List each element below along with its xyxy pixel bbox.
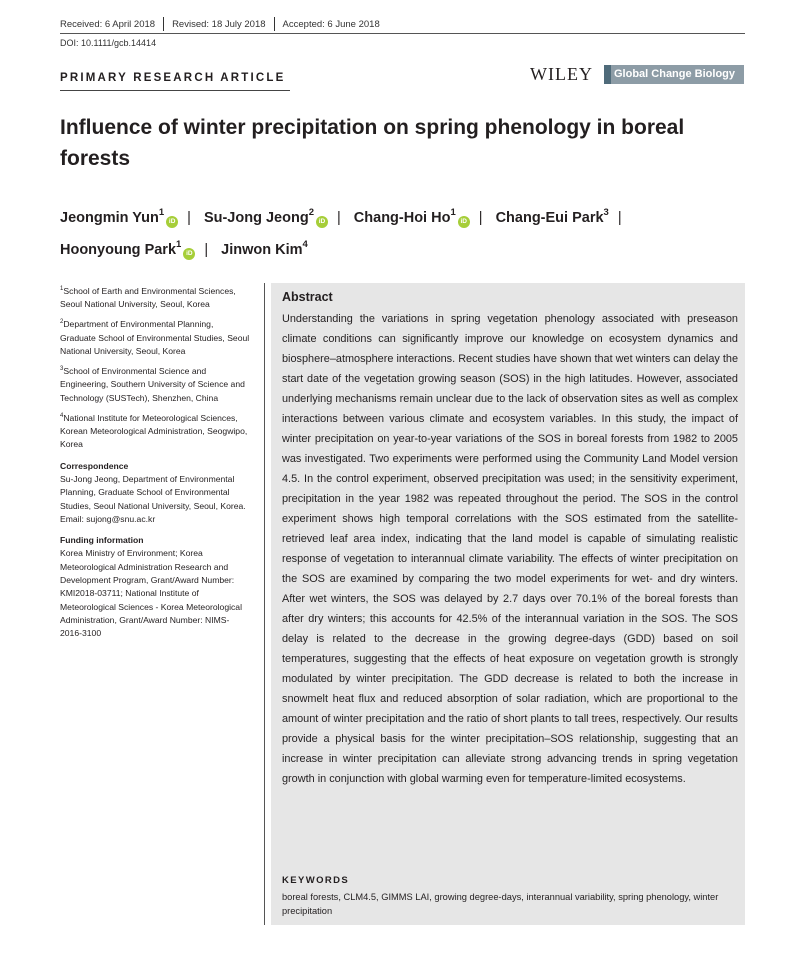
revised-date: Revised: 18 July 2018 (172, 18, 266, 30)
author-separator: | (336, 209, 341, 226)
author-name: Hoonyoung Park (60, 241, 177, 258)
author-separator: | (617, 209, 622, 226)
affiliation (60, 410, 250, 452)
affiliation-text: School of Environmental Science and Engineering, Southern University of Science and Technology (SUSTech), Shenzhen, China (60, 366, 245, 403)
author-separator: | (478, 209, 483, 226)
affiliation-text: National Institute for Meteorological Sciences, Korean Meteorological Administration, Seogwipo, Korea (60, 412, 248, 450)
affiliation-number: 2 (60, 319, 64, 326)
divider (163, 17, 164, 31)
affiliation-text: Department of Environmental Planning, Graduate School of Environmental Studies, Seoul National University, Seoul, Korea (60, 319, 250, 356)
author-name: Su-Jong Jeong (203, 209, 309, 226)
publisher-logo[interactable]: WILEY (530, 64, 593, 84)
author-name: Jinwon Kim (221, 241, 303, 258)
article-sidebar (60, 283, 250, 641)
orcid-icon[interactable]: iD (316, 216, 328, 228)
author-affiliation-number: 3 (603, 207, 609, 218)
author-affiliation-number: 1 (158, 207, 165, 218)
abstract-heading: Abstract (282, 290, 333, 304)
article-title: Influence of winter precipitation on spring phenology in boreal forests (60, 116, 685, 170)
author[interactable] (495, 207, 609, 226)
journal-badge-mark (604, 65, 611, 84)
affiliation (60, 283, 250, 311)
author-separator: | (204, 241, 209, 258)
affiliation-number: 4 (60, 412, 64, 419)
orcid-icon[interactable]: iD (166, 216, 178, 228)
correspondence-email[interactable]: Email: sujong@snu.ac.kr (60, 513, 156, 524)
author-affiliation-number: 1 (450, 207, 456, 218)
author-name: Chang-Eui Park (495, 209, 604, 226)
author[interactable] (203, 207, 328, 226)
doi[interactable]: DOI: 10.1111/gcb.14414 (60, 38, 157, 48)
received-date: Received: 6 April 2018 (60, 18, 156, 30)
correspondence-text: Su-Jong Jeong, Department of Environmental Planning, Graduate School of Environmental Studies, Seoul National University, Seoul, Korea. (60, 474, 246, 511)
affiliations (60, 283, 250, 452)
author-separator: | (187, 209, 191, 226)
author-list (60, 200, 750, 264)
author-affiliation-number: 2 (308, 207, 314, 218)
abstract-text: Understanding the variations in spring vegetation phenology associated with preseason climate conditions can significantly improve our knowledge on ecosystem dynamics and biosphere–atmosphere interactions. Recent studies have shown that wet winters can delay the start date of the vegetation growing season (SOS) in the high latitudes. However, associated underlying mechanisms remain unclear due to the lack of observation sites as well as complex interactions between various climate and ecosystem variables. In this study, the impact of winter precipitation on year-to-year variations of the SOS in boreal forests from 1982 to 2005 was investigated. Two experiments were performed using the Community Land Model version 4.5. In the control experiment, observed precipitation was used; in the sensitivity experiment, precipitation in the year 1982 was repeated throughout the period. The SOS in the control experiment shows high temporal correlations with the SOS estimated from the satellite-retrieved leaf area index, indicating that the land model is capable of simulating realistic response of vegetation to interannual climate variability. The effects of winter precipitation on the SOS are examined by comparing the two model experiments for wet- and dry winters. After wet winters, the SOS was delayed by 2.7 days over 70.1% of the boreal forests than after dry winters; this accounts for 42.5% of the interannual variation in the SOS. The SOS delay is related to the decrease in the growing degree-days (GDD) based on soil temperatures, suggesting that the effects of heat exposure on vegetation growth is strongly modulated by winter precipitation. The GDD decrease is related to both the increase in snowmelt heat flux and reduced absorption of solar radiation, which are proportional to the amount of winter precipitation and the ratio of short plants to tall trees, respectively. Our results provide a physical basis for the winter precipitation–SOS relationship, suggesting that an increase in winter precipitation can alleviate strong advancing trends in spring vegetation growth in conjunction with global warming even for temperature-limited ecosystems. (282, 313, 738, 785)
author[interactable] (60, 207, 178, 226)
author[interactable] (353, 207, 470, 226)
header-rule (60, 33, 745, 34)
divider (274, 17, 275, 31)
author[interactable] (60, 238, 195, 258)
journal-name: Global Change Biology (614, 68, 736, 80)
correspondence-heading: Correspondence (60, 460, 129, 471)
keywords-heading: KEYWORDS (282, 875, 350, 886)
affiliation-number: 3 (60, 366, 64, 373)
article-type: PRIMARY RESEARCH ARTICLE (60, 72, 286, 84)
accepted-date: Accepted: 6 June 2018 (282, 18, 380, 30)
affiliation-text: School of Earth and Environmental Sciences, Seoul National University, Seoul, Korea (60, 285, 236, 310)
funding-heading: Funding information (60, 535, 144, 546)
keywords-text: boreal forests, CLM4.5, GIMMS LAI, growing degree-days, interannual variability, spring phenology, winter precipitation (282, 892, 719, 916)
publication-dates (60, 17, 380, 31)
orcid-icon[interactable]: iD (183, 248, 195, 260)
affiliation-number: 1 (60, 286, 64, 292)
funding-text: Korea Ministry of Environment; Korea Meteorological Administration Research and Development Program, Grant/Award Number: KMI2018-03711; National Institute of Meteorological Sciences - Korea Meteorological Administration, Grant/Award Number: NIMS-2016-3100 (60, 548, 242, 639)
affiliation (60, 316, 250, 358)
author-affiliation-number: 4 (302, 238, 308, 250)
article-type-rule (60, 90, 290, 91)
journal-badge[interactable] (604, 65, 744, 84)
author-name: Chang-Hoi Ho (353, 209, 451, 226)
author-affiliation-number: 1 (176, 238, 182, 250)
author[interactable] (221, 238, 308, 258)
sidebar-divider (264, 283, 265, 925)
author-name: Jeongmin Yun (60, 209, 159, 226)
orcid-icon[interactable]: iD (458, 216, 470, 228)
affiliation (60, 363, 250, 405)
